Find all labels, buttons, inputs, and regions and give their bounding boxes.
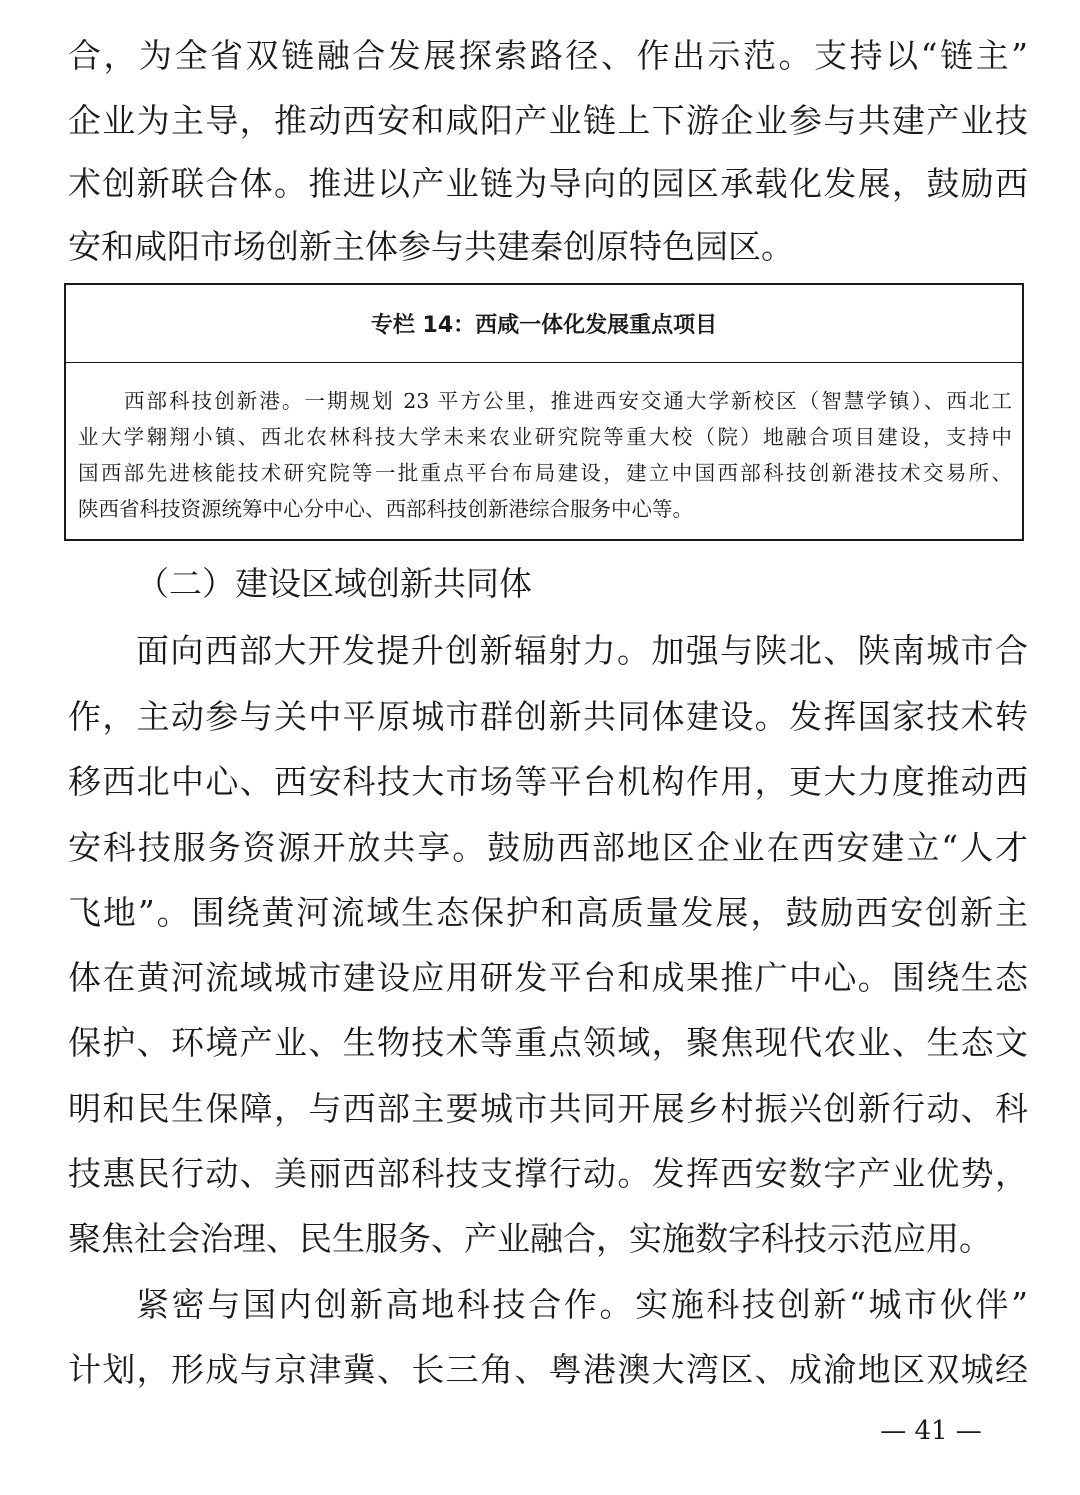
paragraph-line: 体在黄河流域城市建设应用研发平台和成果推广中心。围绕生态 <box>68 958 1028 997</box>
special-column-line: 西部科技创新港。一期规划 23 平方公里，推进西安交通大学新校区（智慧学镇）、西北工 <box>124 389 1012 413</box>
paragraph-line: 面向西部大开发提升创新辐射力。加强与陕北、陕南城市合 <box>136 631 1028 670</box>
section-heading: （二）建设区域创新共同体 <box>136 564 532 603</box>
paragraph-line: 技惠民行动、美丽西部科技支撑行动。发挥西安数字产业优势， <box>68 1154 1028 1193</box>
paragraph-line: 计划，形成与京津冀、长三角、粤港澳大湾区、成渝地区双城经 <box>68 1350 1028 1389</box>
intro-line: 合，为全省双链融合发展探索路径、作出示范。支持以“链主” <box>68 36 1028 75</box>
intro-line: 术创新联合体。推进以产业链为导向的园区承载化发展，鼓励西 <box>68 164 1028 203</box>
special-column-line: 陕西省科技资源统筹中心分中心、西部科技创新港综合服务中心等。 <box>78 497 693 521</box>
paragraph-line: 保护、环境产业、生物技术等重点领域，聚焦现代农业、生态文 <box>68 1023 1028 1062</box>
page-number: — 41 — <box>880 1416 982 1446</box>
special-column-line: 业大学翱翔小镇、西北农林科技大学未来农业研究院等重大校（院）地融合项目建设，支持中 <box>78 425 1012 449</box>
paragraph-line: 移西北中心、西安科技大市场等平台机构作用，更大力度推动西 <box>68 762 1028 801</box>
paragraph-line: 飞地”。围绕黄河流域生态保护和高质量发展，鼓励西安创新主 <box>68 893 1028 932</box>
special-column-title: 专栏 14：西咸一体化发展重点项目 <box>66 285 1022 363</box>
paragraph-line: 安科技服务资源开放共享。鼓励西部地区企业在西安建立“人才 <box>68 828 1028 867</box>
paragraph-line: 明和民生保障，与西部主要城市共同开展乡村振兴创新行动、科 <box>68 1089 1028 1128</box>
special-column-line: 国西部先进核能技术研究院等一批重点平台布局建设，建立中国西部科技创新港技术交易所、 <box>78 461 1012 485</box>
special-column-box <box>64 283 1024 541</box>
intro-line: 企业为主导，推动西安和咸阳产业链上下游企业参与共建产业技 <box>68 101 1028 140</box>
intro-line: 安和咸阳市场创新主体参与共建秦创原特色园区。 <box>68 227 794 266</box>
paragraph-line: 紧密与国内创新高地科技合作。实施科技创新“城市伙伴” <box>136 1285 1028 1324</box>
paragraph-line: 作，主动参与关中平原城市群创新共同体建设。发挥国家技术转 <box>68 697 1028 736</box>
paragraph-line: 聚焦社会治理、民生服务、产业融合，实施数字科技示范应用。 <box>68 1219 992 1258</box>
